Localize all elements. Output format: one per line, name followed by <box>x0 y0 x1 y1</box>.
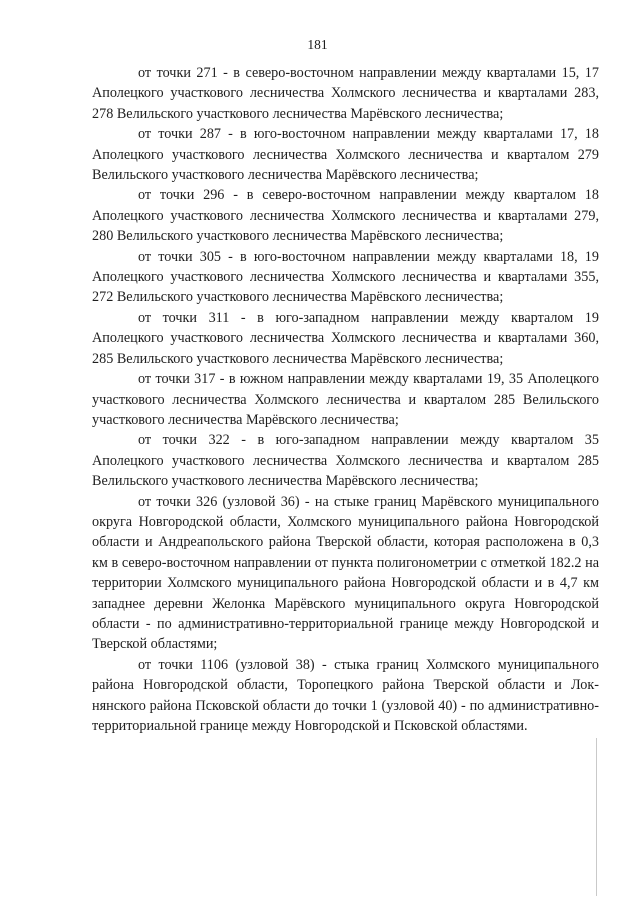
paragraph-point-287: от точки 287 - в юго-восточном направлении между кварталами 17, 18 Аполецкого участкового лесничества Холмского лесничества и кварталом 279 Велильского участкового лесничества Марёвского лесничества; <box>92 126 599 184</box>
paragraph-point-305: от точки 305 - в юго-восточном направлении между кварталами 18, 19 Аполецкого участкового лесничества Холмского лесничества и кварталами 355, 272 Велильского участкового лесничества Марёвского лесничества; <box>92 248 599 306</box>
paragraph-point-311: от точки 311 - в юго-западном направлении между кварталом 19 Аполецкого участкового лесничества Холмского лесничества и кварталами 360, 285 Велильского участкового лесничества Марёвского лесничества; <box>92 309 599 367</box>
paragraph-point-296: от точки 296 - в северо-восточном направлении между кварталом 18 Аполецкого участкового лесничества Холмского лесничества и кварталами 279, 280 Велильского участкового лесничества Марёвского лесничества; <box>92 187 599 245</box>
paragraph-point-322: от точки 322 - в юго-западном направлении между кварталом 35 Аполецкого участкового лесничества Холмского лесничества и кварталом 285 Велильского участкового лесничества Марёвского лесничества; <box>92 432 599 490</box>
body-text <box>92 63 599 736</box>
paragraph-point-1106: от точки 1106 (узловой 38) - стыка границ Холмского муниципального района Новгородской области, Торопецкого района Тверской области и Локнянского района Псковской области до точки 1 (узловой 40) - по административно-территориальной границе между Новгородской и Псковской областями. <box>92 656 599 734</box>
paragraph-point-271: от точки 271 - в северо-восточном направлении между кварталами 15, 17 Аполецкого участкового лесничества Холмского лесничества и кварталами 283, 278 Велильского участкового лесничества Марёвского лесничества; <box>92 65 599 122</box>
paragraph-point-317: от точки 317 - в южном направлении между кварталами 19, 35 Аполецкого участкового лесничества Холмского лесничества и кварталом 285 Велильского участкового лесничества Марёвского лесничества; <box>92 371 599 428</box>
page-number: 181 <box>307 37 328 52</box>
paragraph-point-326: от точки 326 (узловой 36) - на стыке границ Марёвского муниципального округа Новгородской области, Холмского муниципального района Новгородской области и Андреапольского района Тверской области, которая расположена в 0,3 км в северо-восточном направлении от пункта полигонометрии с отметкой 182.2 на территории Холмского муниципального района Новгородской области и в 4,7 км западнее деревни Желонка Марёвского муниципального округа Новгородской области - по административно-территориальной границе между Новгородской и Тверской областями; <box>92 493 599 653</box>
scan-margin-line <box>596 738 597 896</box>
